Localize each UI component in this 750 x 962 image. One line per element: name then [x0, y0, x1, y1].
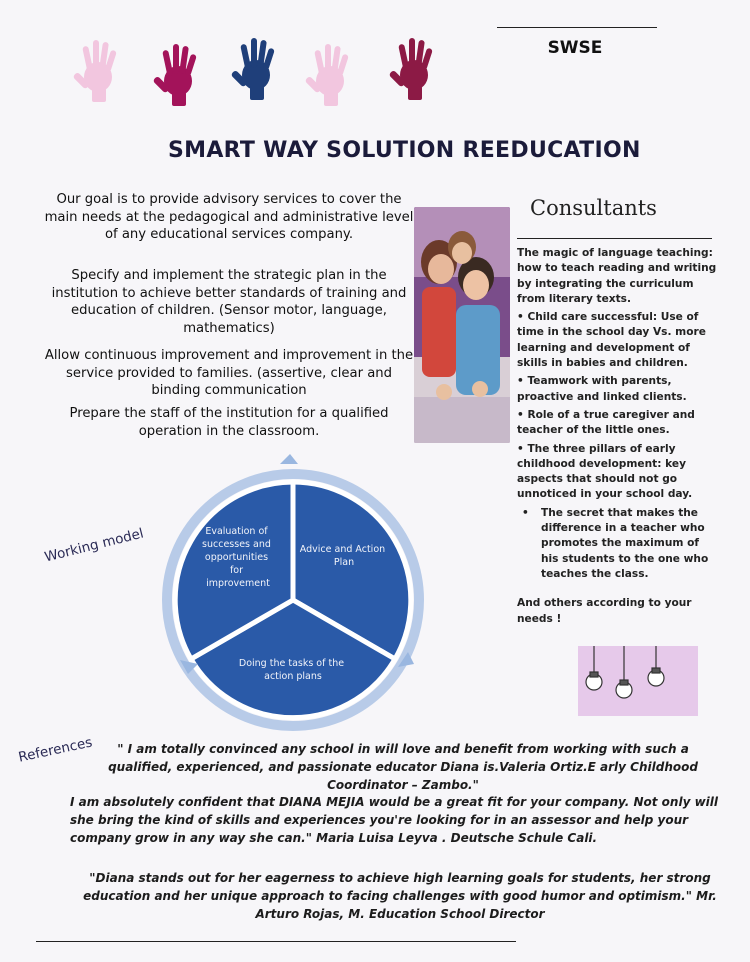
light-bulb-icon — [586, 646, 602, 690]
consultants-list — [517, 246, 717, 630]
consultant-item: • Role of a true caregiver and teacher of the little ones. — [517, 408, 695, 437]
bottom-rule — [36, 941, 516, 942]
light-bulbs-illustration — [578, 646, 698, 716]
consultant-item: The magic of language teaching: how to teach reading and writing by integrating the curriculum from literary texts. — [517, 247, 717, 305]
intro-improvement: Allow continuous improvement and improvement in the service provided to families. (assertive, clear and binding communication — [44, 348, 414, 398]
handprint-icon — [153, 44, 197, 106]
light-bulb-icon — [648, 646, 664, 686]
children-photo — [414, 207, 510, 443]
handprint-icon — [231, 38, 275, 100]
top-rule — [497, 27, 657, 28]
consultants-closing: And others according to your needs ! — [517, 597, 692, 625]
handprint-icon — [389, 38, 433, 100]
references-label: References — [17, 734, 94, 766]
brand-code: SWSE — [547, 38, 603, 58]
cycle-arrow-icon — [280, 454, 298, 464]
consultant-item: • The three pillars of early childhood development: key aspects that should not go unnoticed in your school day. — [517, 442, 693, 501]
reference-quote: " I am totally convinced any school in will love and benefit from working with such a qualified, experienced, and passionate educator Diana is.Valeria Ortiz.E arly Childhood Coordinator – Zambo." — [108, 742, 698, 792]
handprints-banner — [70, 28, 450, 108]
working-model-label: Working model — [43, 525, 146, 566]
cycle-label-doing: Doing the tasks of the action plans — [238, 658, 345, 682]
handprint-icon — [73, 40, 117, 102]
intro-strategic-plan: Specify and implement the strategic plan in the institution to achieve better standards of training and education of children. (Sensor motor, language, mathematics) — [51, 268, 407, 336]
page-title: SMART WAY SOLUTION REEDUCATION — [168, 138, 641, 163]
consultant-item: • Teamwork with parents, proactive and linked clients. — [517, 375, 687, 403]
consultant-item: • The secret that makes the difference in a teacher who promotes the maximum of his students to the one who teaches the class. — [517, 506, 717, 582]
reference-quote: "Diana stands out for her eagerness to achieve high learning goals for students, her strong education and her unique approach to facing challenges with good humor and optimism." Mr. Arturo Rojas, M. Education School Director — [83, 871, 717, 921]
intro-staff: Prepare the staff of the institution for a qualified operation in the classroom. — [69, 406, 389, 439]
reference-quote: I am absolutely confident that DIANA MEJIA would be a great fit for your company. Not only will she bring the kind of skills and experiences you're looking for in an assessor and help your company grow in any way she can." Maria Luisa Leyva . Deutsche Schule Cali. — [70, 795, 719, 845]
working-model-cycle — [158, 452, 428, 737]
consultant-item: • Child care successful: Use of time in the school day Vs. more learning and development of skills in babies and children. — [517, 311, 706, 370]
intro-goal: Our goal is to provide advisory services to cover the main needs at the pedagogical and administrative level of any educational services company. — [44, 192, 414, 242]
cycle-label-advice: Advice and Action Plan — [299, 544, 386, 568]
cycle-label-evaluation: Evaluation of successes and opportunities for improvement — [202, 526, 271, 589]
handprint-icon — [305, 44, 349, 106]
consultants-title: Consultants — [530, 196, 657, 220]
light-bulb-icon — [616, 646, 632, 698]
consultants-rule — [517, 238, 712, 239]
